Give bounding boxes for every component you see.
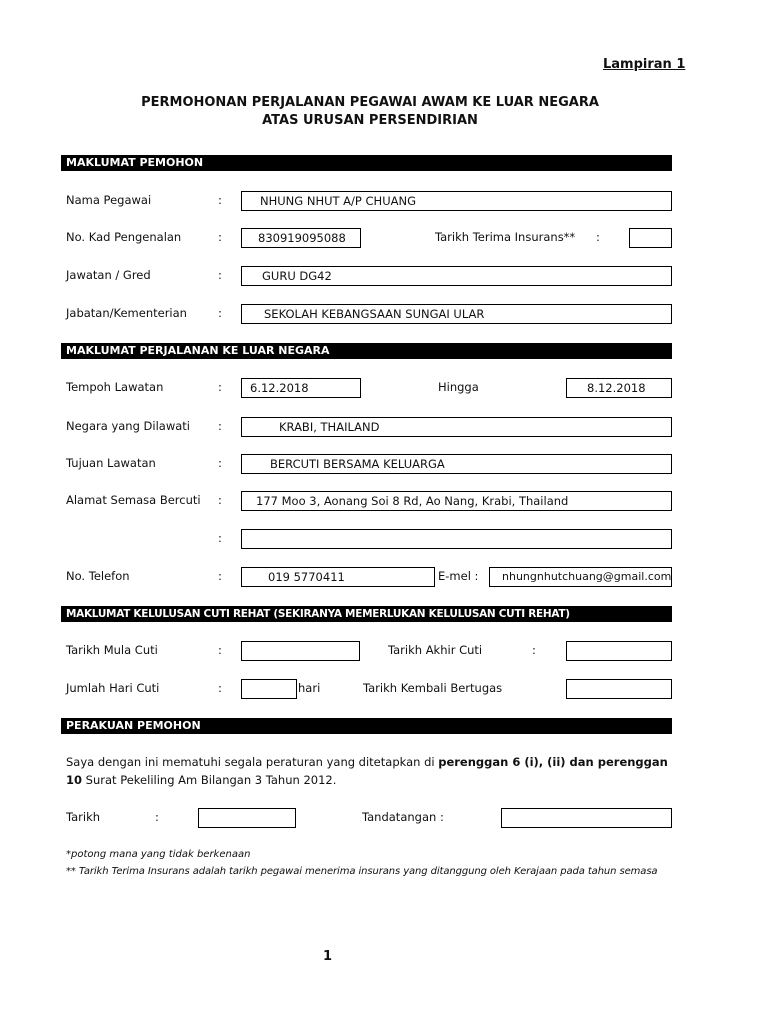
perakuan-paragraph [66, 753, 676, 789]
colon: : [218, 380, 222, 394]
tarikh-kembali-bertugas-label: Tarikh Kembali Bertugas [363, 681, 503, 695]
form-title-line1: PERMOHONAN PERJALANAN PEGAWAI AWAM KE LUAR NEGARA [141, 95, 599, 110]
colon: : [218, 493, 222, 507]
lampiran-label: Lampiran 1 [603, 57, 686, 72]
colon: : [218, 230, 222, 244]
jawatan-label: Jawatan / Gred [66, 268, 151, 282]
negara-label: Negara yang Dilawati [66, 419, 191, 433]
nama-label: Nama Pegawai [66, 193, 152, 207]
tujuan-field[interactable]: BERCUTI BERSAMA KELUARGA [241, 454, 672, 474]
alamat-label: Alamat Semasa Bercuti [66, 493, 201, 507]
form-title-line2: ATAS URUSAN PERSENDIRIAN [262, 113, 478, 128]
telefon-field[interactable]: 019 5770411 [241, 567, 435, 587]
colon: : [155, 810, 159, 824]
tarikh-akhir-cuti-field[interactable] [566, 641, 672, 661]
colon: : [218, 419, 222, 433]
jumlah-hari-cuti-field[interactable] [241, 679, 297, 699]
colon: : [218, 456, 222, 470]
negara-field[interactable]: KRABI, THAILAND [241, 417, 672, 437]
page-number: 1 [323, 949, 333, 964]
perakuan-text-bold: perenggan 6 (i), (ii) dan perenggan 10 [66, 755, 668, 787]
perakuan-text-part1: Saya dengan ini mematuhi segala peraturan yang ditetapkan di [66, 755, 439, 769]
colon: : [532, 643, 536, 657]
tarikh-mula-cuti-label: Tarikh Mula Cuti [66, 643, 158, 657]
tarikh-label: Tarikh [66, 810, 101, 824]
email-label: E-mel : [438, 569, 479, 583]
tarikh-terima-insurans-field[interactable] [629, 228, 672, 248]
colon: : [218, 643, 222, 657]
colon: : [218, 193, 222, 207]
tujuan-label: Tujuan Lawatan [66, 456, 156, 470]
jabatan-label: Jabatan/Kementerian [66, 306, 187, 320]
jawatan-field[interactable]: GURU DG42 [241, 266, 672, 286]
tempoh-akhir-field[interactable]: 8.12.2018 [566, 378, 672, 398]
section-heading-kelulusan-cuti-rehat: MAKLUMAT KELULUSAN CUTI REHAT (SEKIRANYA MEMERLUKAN KELULUSAN CUTI REHAT) [61, 606, 672, 622]
tandatangan-label: Tandatangan : [362, 810, 444, 824]
colon: : [218, 531, 222, 545]
tandatangan-field[interactable] [501, 808, 672, 828]
section-heading-maklumat-pemohon: MAKLUMAT PEMOHON [61, 155, 672, 171]
kad-pengenalan-label: No. Kad Pengenalan [66, 230, 182, 244]
nama-field[interactable]: NHUNG NHUT A/P CHUANG [241, 191, 672, 211]
colon: : [218, 681, 222, 695]
kad-pengenalan-field[interactable]: 830919095088 [241, 228, 361, 248]
colon: : [218, 268, 222, 282]
hingga-label: Hingga [438, 380, 479, 394]
tarikh-mula-cuti-field[interactable] [241, 641, 360, 661]
section-heading-perakuan-pemohon: PERAKUAN PEMOHON [61, 718, 672, 734]
tarikh-field[interactable] [198, 808, 296, 828]
tarikh-kembali-bertugas-field[interactable] [566, 679, 672, 699]
tempoh-lawatan-label: Tempoh Lawatan [66, 380, 164, 394]
colon: : [596, 230, 600, 244]
perakuan-text-part2: Surat Pekeliling Am Bilangan 3 Tahun 2012. [82, 773, 337, 787]
tarikh-terima-insurans-label: Tarikh Terima Insurans** [435, 230, 576, 244]
tarikh-akhir-cuti-label: Tarikh Akhir Cuti [388, 643, 483, 657]
tempoh-mula-field[interactable]: 6.12.2018 [241, 378, 361, 398]
footnote-insurans: ** Tarikh Terima Insurans adalah tarikh pegawai menerima insurans yang ditanggung oleh Kerajaan pada tahun semasa [66, 866, 658, 877]
jumlah-hari-cuti-label: Jumlah Hari Cuti [66, 681, 160, 695]
email-field[interactable]: nhungnhutchuang@gmail.com [489, 567, 672, 587]
alamat-field-line1[interactable]: 177 Moo 3, Aonang Soi 8 Rd, Ao Nang, Krabi, Thailand [241, 491, 672, 511]
alamat-field-line2[interactable] [241, 529, 672, 549]
section-heading-maklumat-perjalanan: MAKLUMAT PERJALANAN KE LUAR NEGARA [61, 343, 672, 359]
hari-label: hari [298, 681, 321, 695]
telefon-label: No. Telefon [66, 569, 130, 583]
colon: : [218, 306, 222, 320]
colon: : [218, 569, 222, 583]
footnote-potong: *potong mana yang tidak berkenaan [66, 849, 251, 860]
jabatan-field[interactable]: SEKOLAH KEBANGSAAN SUNGAI ULAR [241, 304, 672, 324]
